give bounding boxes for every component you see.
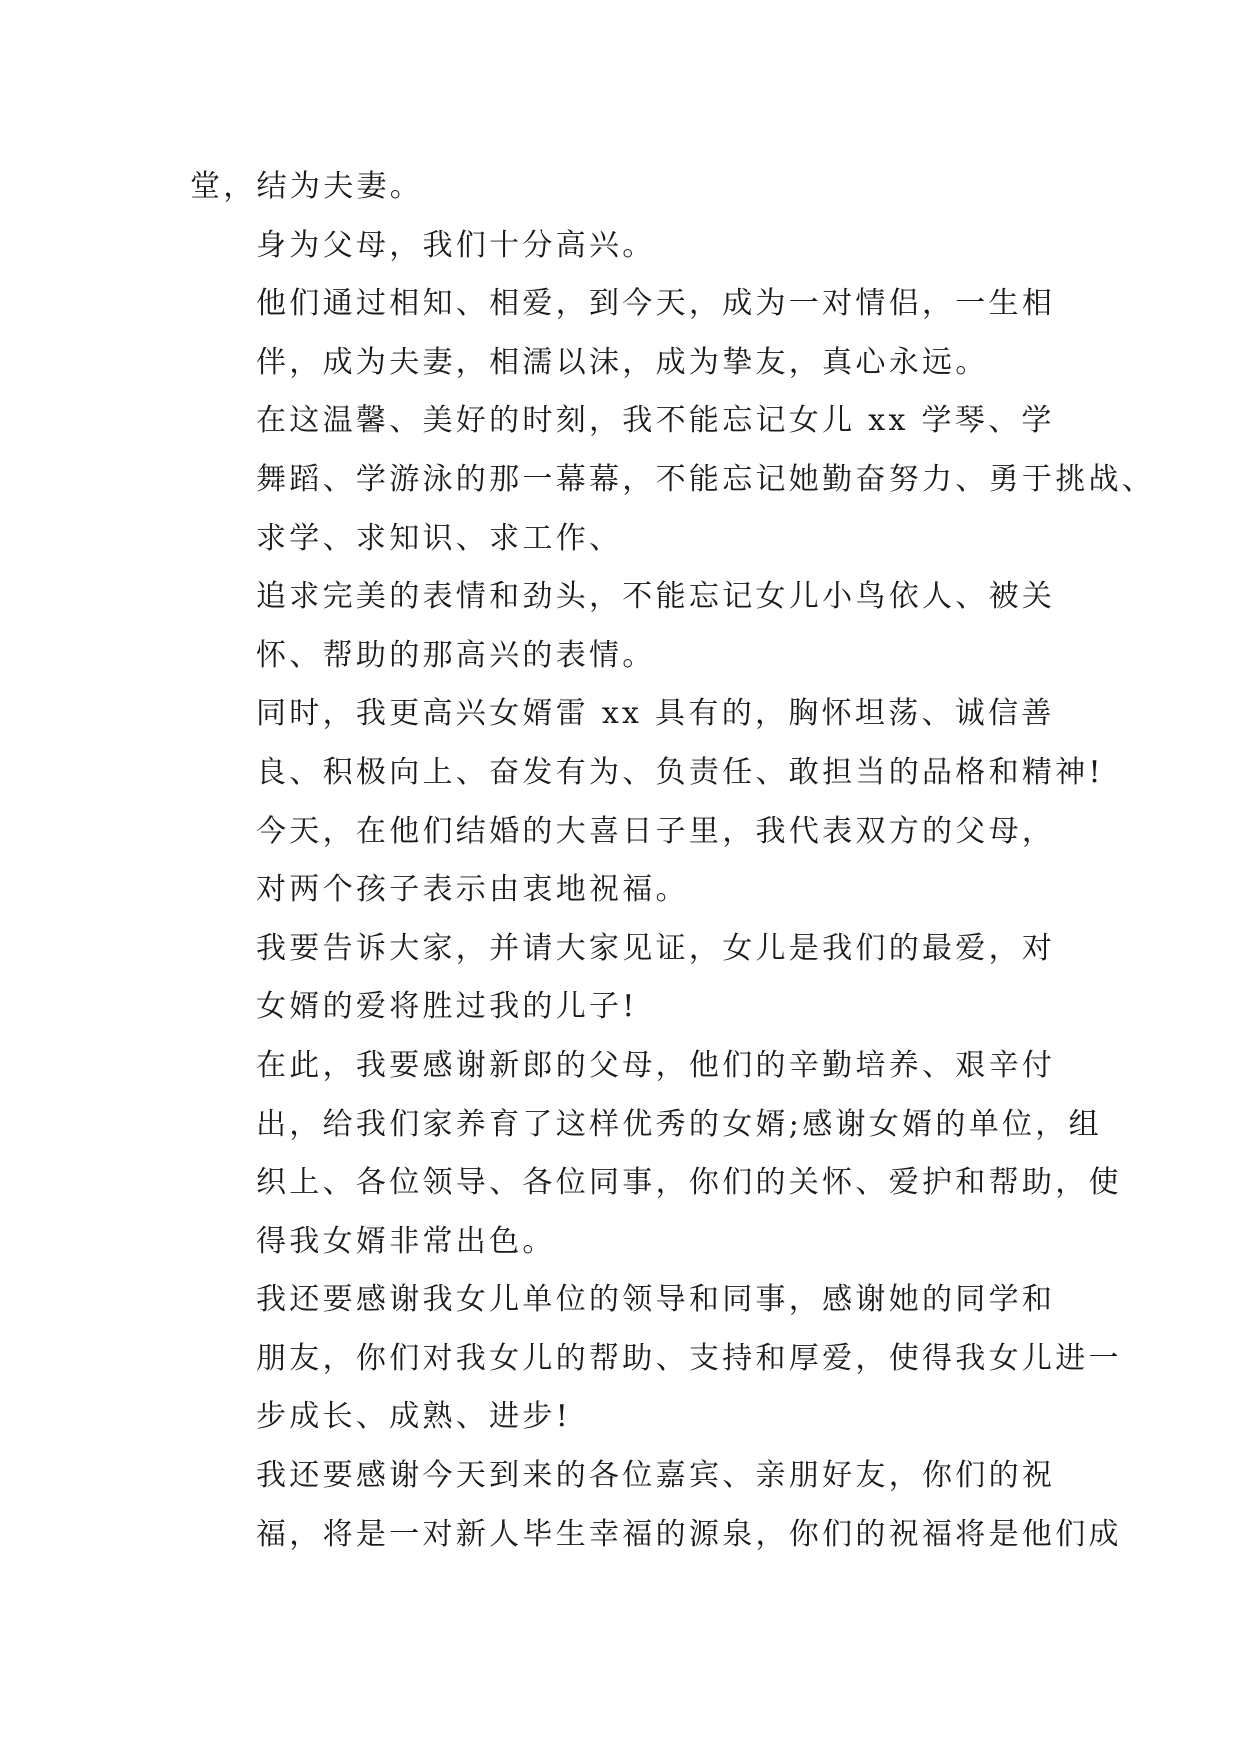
- text-line: 伴，成为夫妻，相濡以沫，成为挚友，真心永远。: [256, 344, 989, 380]
- paragraph: [190, 275, 1110, 392]
- paragraph: [190, 217, 1110, 276]
- text-line: 女婿的爱将胜过我的儿子!: [256, 989, 638, 1025]
- text-line: 堂，结为夫妻。: [190, 169, 424, 204]
- paragraph: [190, 1271, 1122, 1447]
- paragraph: [190, 685, 1110, 802]
- text-line: 他们通过相知、相爱，到今天，成为一对情侣，一生相: [256, 286, 1056, 322]
- text-line: 福，将是一对新人毕生幸福的源泉，你们的祝福将是他们成: [256, 1516, 1122, 1552]
- paragraph: [190, 803, 1110, 920]
- paragraph: [190, 158, 1110, 217]
- text-line: 求学、求知识、求工作、: [256, 520, 623, 556]
- text-line: 舞蹈、学游泳的那一幕幕，不能忘记她勤奋努力、勇于挑战、: [256, 461, 1156, 497]
- paragraph: [190, 1037, 1122, 1271]
- text-line: 怀、帮助的那高兴的表情。: [256, 637, 656, 673]
- paragraph: [190, 1447, 1122, 1564]
- text-line: 出，给我们家养育了这样优秀的女婿;感谢女婿的单位，组: [256, 1106, 1102, 1142]
- text-line: 朋友，你们对我女儿的帮助、支持和厚爱，使得我女儿进一: [256, 1340, 1122, 1376]
- paragraph: [190, 392, 1156, 568]
- text-line: 同时，我更高兴女婿雷 xx 具有的，胸怀坦荡、诚信善: [256, 696, 1055, 732]
- text-line: 我还要感谢我女儿单位的领导和同事，感谢她的同学和: [256, 1282, 1056, 1318]
- paragraph: [190, 920, 1110, 1037]
- text-line: 我还要感谢今天到来的各位嘉宾、亲朋好友，你们的祝: [256, 1458, 1056, 1494]
- text-line: 步成长、成熟、进步!: [256, 1399, 572, 1435]
- text-line: 在此，我要感谢新郎的父母，他们的辛勤培养、艰辛付: [256, 1047, 1056, 1083]
- text-line: 得我女婿非常出色。: [256, 1223, 556, 1259]
- text-line: 今天，在他们结婚的大喜日子里，我代表双方的父母，: [256, 813, 1056, 849]
- text-line: 我要告诉大家，并请大家见证，女儿是我们的最爱，对: [256, 930, 1056, 966]
- text-line: 良、积极向上、奋发有为、负责任、敢担当的品格和精神!: [256, 754, 1104, 790]
- text-line: 身为父母，我们十分高兴。: [256, 227, 656, 263]
- text-line: 对两个孩子表示由衷地祝福。: [256, 872, 689, 908]
- text-line: 追求完美的表情和劲头，不能忘记女儿小鸟依人、被关: [256, 579, 1056, 615]
- paragraph: [190, 568, 1110, 685]
- document-body: [190, 158, 1156, 1564]
- text-line: 在这温馨、美好的时刻，我不能忘记女儿 xx 学琴、学: [256, 403, 1055, 439]
- text-line: 织上、各位领导、各位同事，你们的关怀、爱护和帮助，使: [256, 1165, 1122, 1201]
